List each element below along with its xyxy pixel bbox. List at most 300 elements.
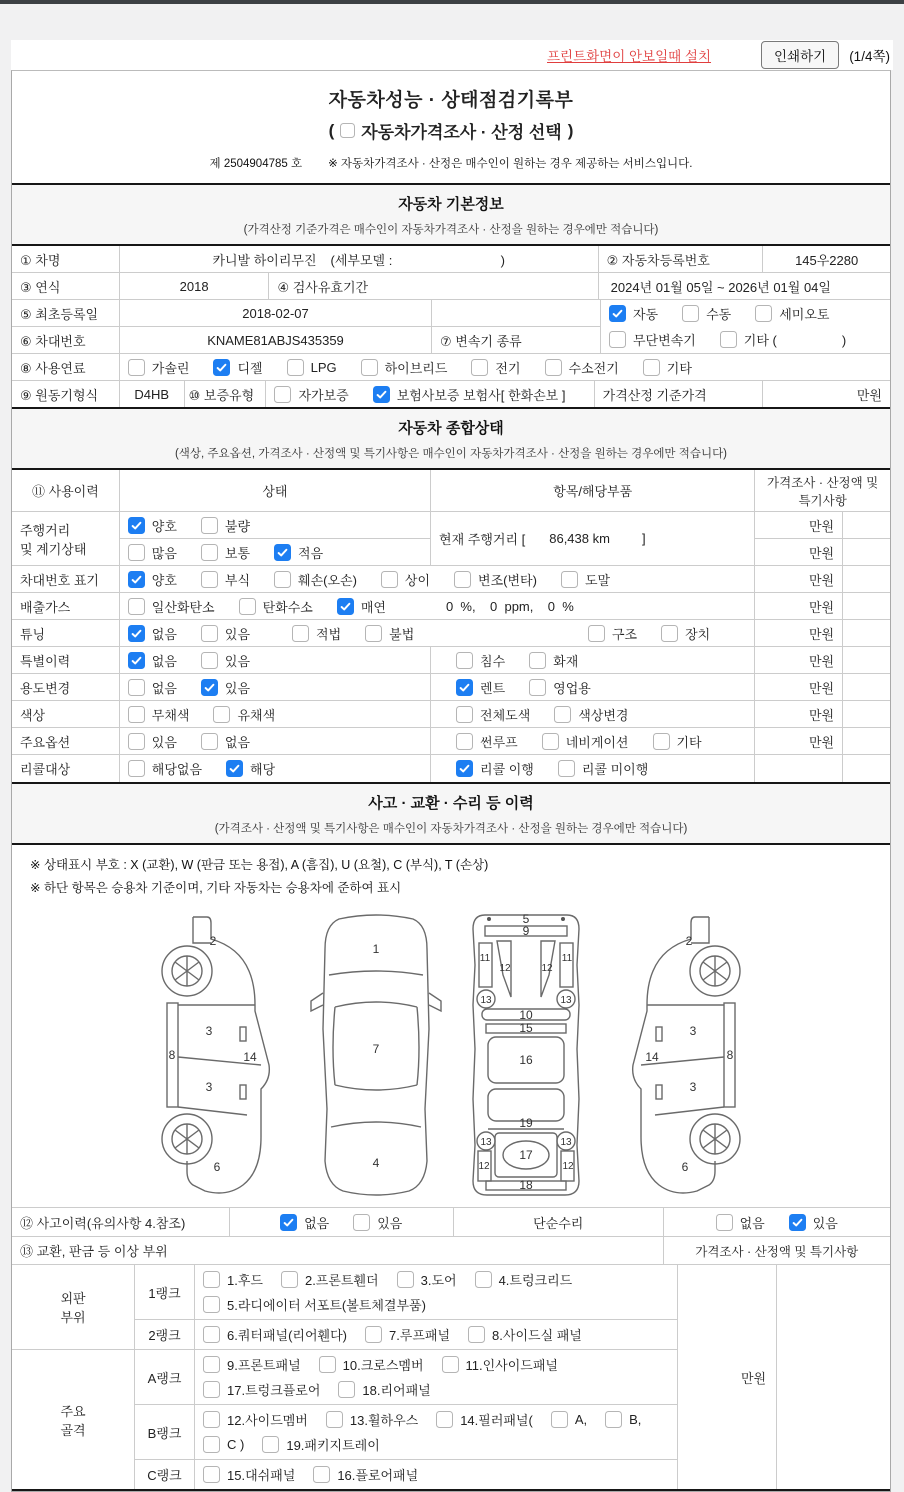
- checkbox-label: 없음: [151, 680, 177, 696]
- checkbox-label: 보험사보증 보험사[ 한화손보 ]: [396, 387, 566, 403]
- year-value: 2018: [120, 273, 270, 299]
- outer-panel-label: 외판 부위: [12, 1265, 135, 1349]
- transmission-label-spacer: [432, 300, 600, 326]
- special-history-row: [12, 647, 890, 674]
- checkbox-checked[interactable]: [609, 305, 626, 322]
- checkbox-checked[interactable]: [226, 760, 243, 777]
- checkbox-item: [313, 1465, 418, 1484]
- checkbox-unchecked[interactable]: [262, 1436, 279, 1453]
- checkbox-item: [239, 597, 313, 616]
- install-print-helper-link[interactable]: 프린트화면이 안보일때 설치: [547, 49, 712, 64]
- special-options1: [120, 647, 431, 673]
- emission-options: [120, 593, 755, 619]
- checkbox-checked[interactable]: [213, 359, 230, 376]
- checkbox-item: [128, 570, 177, 589]
- checkbox-item: [682, 304, 731, 323]
- vin-mark-label: 차대번호 표기: [12, 566, 120, 592]
- base-price-unit: 만원: [856, 387, 882, 403]
- checkbox-unchecked[interactable]: [201, 733, 218, 750]
- checkbox-unchecked[interactable]: [274, 386, 291, 403]
- checkbox-label: 양호: [151, 572, 177, 588]
- checkbox-item: [203, 1436, 244, 1453]
- checkbox-unchecked[interactable]: [201, 652, 218, 669]
- checkbox-unchecked[interactable]: [353, 1214, 370, 1231]
- checkbox-unchecked[interactable]: [201, 544, 218, 561]
- checkbox-unchecked[interactable]: [442, 1356, 459, 1373]
- checkbox-item: [128, 651, 177, 670]
- checkbox-unchecked[interactable]: [203, 1466, 220, 1483]
- checkbox-unchecked[interactable]: [381, 571, 398, 588]
- checkbox-label: 적법: [316, 626, 342, 642]
- car-diagrams: [12, 905, 890, 1207]
- col-usage: ⑪ 사용이력: [12, 470, 120, 511]
- checkbox-label: 4.트렁크리드: [498, 1273, 573, 1288]
- checkbox-item: [456, 705, 530, 724]
- checkbox-item: [529, 651, 578, 670]
- engine-value: D4HB: [120, 381, 185, 407]
- checkbox-label: 변조(변타): [478, 572, 537, 588]
- checkbox-unchecked[interactable]: [609, 331, 626, 348]
- checkbox-label: 썬루프: [480, 734, 518, 750]
- diagram-underbody: [455, 909, 597, 1201]
- checkbox-label: 있음: [224, 626, 251, 642]
- checkbox-label: 13.휠하우스: [349, 1413, 419, 1428]
- checkbox-unchecked[interactable]: [682, 305, 699, 322]
- rank2-items: [195, 1320, 676, 1349]
- rankC-items: [195, 1460, 676, 1489]
- checkbox-unchecked[interactable]: [471, 359, 488, 376]
- special-options2: [431, 647, 755, 673]
- options-label: 주요옵션: [12, 728, 120, 754]
- checkbox-item: [128, 543, 177, 562]
- checkbox-unchecked[interactable]: [755, 305, 772, 322]
- legend-block: [12, 845, 890, 905]
- checkbox-checked[interactable]: [274, 544, 291, 561]
- checkbox-unchecked[interactable]: [542, 733, 559, 750]
- color-options2: [431, 701, 755, 727]
- checkbox-unchecked[interactable]: [436, 1411, 453, 1428]
- checkbox-unchecked[interactable]: [456, 706, 473, 723]
- checkbox-item: [203, 1295, 426, 1314]
- checkbox-checked[interactable]: [280, 1214, 297, 1231]
- svg-text:12: 12: [541, 963, 553, 974]
- checkbox-unchecked[interactable]: [292, 625, 309, 642]
- svg-text:17: 17: [519, 1148, 533, 1162]
- inspection-value: 2024년 01월 05일 ~ 2026년 01월 04일: [610, 279, 831, 295]
- checkbox-item: [274, 570, 357, 589]
- mileage-state: [120, 512, 431, 565]
- checkbox-label: 15.대쉬패널: [227, 1468, 296, 1483]
- checkbox-item: [454, 570, 537, 589]
- warranty-label: ⑩ 보증유형: [185, 381, 267, 407]
- simple-repair-label: 단순수리: [454, 1208, 664, 1236]
- accident-history-options2: [664, 1208, 890, 1236]
- svg-text:8: 8: [168, 1048, 176, 1062]
- page-indicator: (1/4쪽): [849, 49, 890, 64]
- svg-text:12: 12: [478, 1161, 490, 1172]
- year-label: ③ 연식: [12, 273, 120, 299]
- checkbox-item: [468, 1325, 582, 1344]
- print-button[interactable]: 인쇄하기: [761, 41, 839, 69]
- checkbox-unchecked[interactable]: [313, 1466, 330, 1483]
- checkbox-unchecked[interactable]: [545, 359, 562, 376]
- price-unit: 만원: [755, 593, 843, 619]
- checkbox-unchecked[interactable]: [365, 1326, 382, 1343]
- checkbox-checked[interactable]: [128, 571, 145, 588]
- checkbox-checked[interactable]: [128, 517, 145, 534]
- checkbox-unchecked[interactable]: [558, 760, 575, 777]
- mileage-state-row1: [120, 512, 430, 539]
- price-extra: [843, 566, 890, 592]
- checkbox-unchecked[interactable]: [128, 359, 145, 376]
- price-unit: 만원: [755, 728, 843, 754]
- svg-text:13: 13: [560, 995, 572, 1006]
- section-overall-note: (색상, 주요옵션, 가격조사 · 산정액 및 특기사항은 매수인이 자동차가격조사 · 산정을 원하는 경우에만 적습니다): [174, 448, 728, 460]
- checkbox-item: [128, 597, 215, 616]
- checkbox-unchecked[interactable]: [274, 571, 291, 588]
- paren-open: (: [328, 120, 335, 140]
- document-number: 제 2504904785 호: [209, 158, 303, 170]
- col-price: 가격조사 · 산정액 및 특기사항: [767, 475, 879, 508]
- checkbox-unchecked[interactable]: [203, 1381, 220, 1398]
- car-name-label: ① 차명: [12, 246, 120, 272]
- checkbox-unchecked[interactable]: [338, 1381, 355, 1398]
- checkbox-unchecked[interactable]: [365, 625, 382, 642]
- checkbox-unchecked[interactable]: [239, 598, 256, 615]
- checkbox-label: 16.플로어패널: [337, 1468, 419, 1483]
- checkbox-unchecked[interactable]: [203, 1271, 220, 1288]
- svg-text:9: 9: [522, 924, 530, 938]
- checkbox-item: [471, 358, 520, 377]
- mileage-item: 현재 주행거리 [ 86,438 km ]: [431, 512, 755, 565]
- checkbox-item: [605, 1411, 641, 1428]
- checkbox-label: 장치: [685, 626, 711, 642]
- price-unit: 만원: [755, 566, 843, 592]
- checkbox-unchecked[interactable]: [287, 359, 304, 376]
- vin-value: KNAME81ABJS435359: [120, 327, 432, 353]
- checkbox-label: 유채색: [237, 707, 276, 723]
- checkbox-label: 불법: [389, 626, 415, 642]
- checkbox-unchecked[interactable]: [128, 706, 145, 723]
- checkbox-label: 리콜 이행: [480, 762, 534, 777]
- checkbox-unchecked[interactable]: [319, 1356, 336, 1373]
- checkbox-checked[interactable]: [456, 760, 473, 777]
- checkbox-unchecked[interactable]: [201, 571, 218, 588]
- svg-text:2: 2: [685, 934, 693, 948]
- price-survey-checkbox[interactable]: [340, 123, 355, 138]
- checkbox-unchecked[interactable]: [203, 1356, 220, 1373]
- options-options2: [431, 728, 755, 754]
- checkbox-checked[interactable]: [201, 679, 218, 696]
- legend-basis: ※ 하단 항목은 승용차 기준이며, 기타 자동차는 승용차에 준하여 표시: [30, 880, 402, 895]
- checkbox-label: 세미오토: [779, 306, 830, 322]
- rank2-label: 2랭크: [135, 1320, 195, 1349]
- checkbox-label: 기타: [676, 734, 702, 750]
- checkbox-label: C ): [227, 1437, 245, 1452]
- frame-label: 주요 골격: [12, 1350, 135, 1489]
- checkbox-item: [456, 759, 534, 778]
- checkbox-item: [274, 385, 348, 404]
- diagram-top: [305, 909, 447, 1201]
- engine-label: ⑨ 원동기형식: [12, 381, 120, 407]
- checkbox-unchecked[interactable]: [653, 733, 670, 750]
- transmission-label: ⑦ 변속기 종류: [432, 327, 600, 353]
- checkbox-item: [789, 1213, 838, 1232]
- checkbox-unchecked[interactable]: [454, 571, 471, 588]
- checkbox-item: [128, 358, 190, 377]
- accident-history-label: ⑫ 사고이력(유의사항 4.참조): [12, 1208, 230, 1236]
- recall-options2: [431, 755, 755, 782]
- checkbox-unchecked[interactable]: [605, 1411, 622, 1428]
- section-overall-title: 자동차 종합상태: [398, 420, 504, 437]
- usage-change-row: [12, 674, 890, 701]
- form-title-block: [12, 71, 890, 183]
- price-extra: [843, 701, 890, 727]
- table-subrow: [12, 300, 600, 327]
- checkbox-item: [338, 1380, 430, 1399]
- checkbox-label: 구조: [612, 626, 638, 642]
- checkbox-label: 없음: [304, 1215, 330, 1231]
- usage-options1: [120, 674, 431, 700]
- first-reg-value: 2018-02-07: [120, 300, 432, 326]
- mileage-label: 주행거리 및 계기상태: [12, 512, 120, 565]
- checkbox-label: 해당: [250, 762, 276, 777]
- checkbox-checked[interactable]: [337, 598, 354, 615]
- checkbox-label: 전기: [495, 360, 521, 376]
- print-toolbar: [11, 40, 893, 70]
- transmission-options-row1: [601, 300, 890, 326]
- ranks-price-extra: [776, 1265, 890, 1489]
- exchange-header-row: [12, 1237, 890, 1265]
- checkbox-item: [456, 678, 505, 697]
- special-label: 특별이력: [12, 647, 120, 673]
- checkbox-item: [588, 624, 637, 643]
- checkbox-label: 6.쿼터패널(리어휀다): [227, 1328, 347, 1343]
- price-unit: 만원: [755, 674, 843, 700]
- checkbox-item: [365, 1325, 450, 1344]
- checkbox-unchecked[interactable]: [281, 1271, 298, 1288]
- checkbox-unchecked[interactable]: [554, 706, 571, 723]
- checkbox-label: 19.패키지트레이: [286, 1438, 380, 1453]
- checkbox-item: [353, 1213, 402, 1232]
- svg-text:16: 16: [519, 1053, 533, 1067]
- checkbox-label: 디젤: [237, 360, 263, 376]
- emission-row: [12, 593, 890, 620]
- checkbox-unchecked[interactable]: [203, 1436, 220, 1453]
- checkbox-item: [456, 732, 518, 751]
- svg-text:14: 14: [243, 1050, 257, 1064]
- svg-text:3: 3: [689, 1080, 697, 1094]
- checkbox-item: [128, 624, 177, 643]
- checkbox-unchecked[interactable]: [203, 1411, 220, 1428]
- table-row: [12, 300, 890, 354]
- checkbox-label: 네비게이션: [565, 734, 629, 750]
- checkbox-unchecked[interactable]: [475, 1271, 492, 1288]
- checkbox-unchecked[interactable]: [716, 1214, 733, 1231]
- exchange-label: ⑬ 교환, 판금 등 이상 부위: [12, 1237, 664, 1264]
- checkbox-unchecked[interactable]: [128, 598, 145, 615]
- checkbox-item: [201, 651, 250, 670]
- checkbox-item: [128, 678, 177, 697]
- page-title: 자동차성능 · 상태점검기록부: [328, 90, 574, 111]
- col-state: 상태: [120, 470, 431, 511]
- checkbox-label: 보통: [224, 545, 251, 561]
- fuel-options: [120, 354, 890, 380]
- checkbox-label: 있음: [224, 680, 251, 696]
- checkbox-unchecked[interactable]: [326, 1411, 343, 1428]
- checkbox-item: [529, 678, 591, 697]
- checkbox-unchecked[interactable]: [128, 544, 145, 561]
- checkbox-label: B,: [629, 1412, 642, 1427]
- checkbox-unchecked[interactable]: [529, 652, 546, 669]
- checkbox-item: [545, 358, 619, 377]
- checkbox-unchecked[interactable]: [456, 733, 473, 750]
- checkbox-item: [203, 1380, 320, 1399]
- checkbox-label: 색상변경: [578, 707, 629, 723]
- checkbox-item: [609, 330, 696, 349]
- checkbox-label: 없음: [151, 653, 177, 669]
- checkbox-unchecked[interactable]: [213, 706, 230, 723]
- checkbox-unchecked[interactable]: [128, 733, 145, 750]
- checkbox-item: [436, 1410, 533, 1429]
- checkbox-item: [203, 1325, 347, 1344]
- checkbox-item: [287, 359, 337, 376]
- checkbox-unchecked[interactable]: [128, 760, 145, 777]
- checkbox-label: 14.필러패널(: [460, 1413, 533, 1428]
- mileage-price-extra: [843, 512, 890, 565]
- section-accident-title: 사고 · 교환 · 수리 등 이력: [368, 795, 534, 812]
- browser-top-strip: [0, 0, 904, 4]
- checkbox-item: [661, 624, 710, 643]
- service-note: ※ 자동차가격조사 · 산정은 매수인이 원하는 경우 제공하는 서비스입니다.: [328, 158, 693, 170]
- svg-text:12: 12: [499, 963, 511, 974]
- svg-text:11: 11: [479, 953, 491, 964]
- checkbox-unchecked[interactable]: [201, 625, 218, 642]
- checkbox-label: 훼손(오손): [298, 572, 357, 588]
- checkbox-item: [653, 732, 702, 751]
- svg-text:6: 6: [213, 1160, 221, 1174]
- section-accident-header: [12, 782, 890, 845]
- rank1-label: 1랭크: [135, 1265, 195, 1319]
- emission-label: 배출가스: [12, 593, 120, 619]
- svg-text:3: 3: [205, 1080, 213, 1094]
- checkbox-label: 17.트렁크플로어: [227, 1383, 321, 1398]
- svg-text:13: 13: [480, 995, 492, 1006]
- checkbox-checked[interactable]: [456, 679, 473, 696]
- checkbox-label: 화재: [553, 653, 579, 669]
- checkbox-unchecked[interactable]: [529, 679, 546, 696]
- checkbox-item: [326, 1410, 418, 1429]
- checkbox-label: LPG: [310, 359, 337, 375]
- checkbox-label: 8.사이드실 패널: [492, 1328, 582, 1343]
- checkbox-item: [128, 705, 190, 724]
- checkbox-unchecked[interactable]: [203, 1326, 220, 1343]
- svg-text:1: 1: [372, 942, 380, 956]
- checkbox-unchecked[interactable]: [720, 331, 737, 348]
- checkbox-unchecked[interactable]: [201, 517, 218, 534]
- checkbox-checked[interactable]: [128, 652, 145, 669]
- checkbox-unchecked[interactable]: [561, 571, 578, 588]
- checkbox-label: 자동: [633, 306, 659, 322]
- checkbox-label: 리콜 미이행: [581, 762, 649, 777]
- checkbox-unchecked[interactable]: [468, 1326, 485, 1343]
- checkbox-label: 12.사이드멤버: [227, 1413, 308, 1428]
- price-extra: [843, 593, 890, 619]
- checkbox-label: 도말: [584, 572, 611, 588]
- checkbox-label: 무채색: [151, 707, 190, 723]
- svg-text:6: 6: [681, 1160, 689, 1174]
- checkbox-unchecked[interactable]: [397, 1271, 414, 1288]
- checkbox-item: [213, 705, 275, 724]
- checkbox-item: [201, 570, 250, 589]
- checkbox-label: 있음: [377, 1215, 403, 1231]
- checkbox-item: [280, 1213, 329, 1232]
- checkbox-unchecked[interactable]: [456, 652, 473, 669]
- checkbox-label: 10.크로스멤버: [342, 1358, 424, 1373]
- table-row: [12, 246, 890, 273]
- checkbox-label: 3.도어: [420, 1273, 457, 1288]
- checkbox-label: 불량: [224, 518, 251, 534]
- checkbox-label: 기타: [666, 360, 692, 376]
- checkbox-label: 일산화탄소: [151, 599, 215, 615]
- fuel-label: ⑧ 사용연료: [12, 354, 120, 380]
- ranks-table: [12, 1265, 890, 1489]
- checkbox-unchecked[interactable]: [128, 679, 145, 696]
- section-basic-title: 자동차 기본정보: [398, 196, 504, 213]
- checkbox-label: 해당없음: [151, 762, 202, 777]
- checkbox-unchecked[interactable]: [361, 359, 378, 376]
- svg-text:10: 10: [519, 1008, 533, 1022]
- price-unit: 만원: [755, 701, 843, 727]
- checkbox-label: 수동: [706, 306, 732, 322]
- options-row: [12, 728, 890, 755]
- vin-mark-options: [120, 566, 755, 592]
- svg-text:18: 18: [519, 1178, 533, 1192]
- checkbox-checked[interactable]: [128, 625, 145, 642]
- accident-history-row: [12, 1207, 890, 1237]
- checkbox-checked[interactable]: [373, 386, 390, 403]
- first-reg-label: ⑤ 최초등록일: [12, 300, 120, 326]
- paren-close: ): [567, 120, 574, 140]
- table-row: [12, 381, 890, 407]
- checkbox-unchecked[interactable]: [203, 1296, 220, 1313]
- car-name-value: 카니발 하이리무진: [212, 252, 317, 268]
- checkbox-unchecked[interactable]: [661, 625, 678, 642]
- price-extra: [843, 647, 890, 673]
- checkbox-checked[interactable]: [789, 1214, 806, 1231]
- checkbox-item: [554, 705, 628, 724]
- col-item: 항목/해당부품: [431, 470, 755, 511]
- checkbox-unchecked[interactable]: [588, 625, 605, 642]
- legend-codes: ※ 상태표시 부호 : X (교환), W (판금 또는 용접), A (흠집), U (요철), C (부식), T (손상): [30, 858, 489, 872]
- checkbox-item: [201, 732, 250, 751]
- price-extra: [843, 728, 890, 754]
- checkbox-item: [203, 1355, 301, 1374]
- checkbox-label: 7.루프패널: [388, 1328, 451, 1343]
- checkbox-unchecked[interactable]: [643, 359, 660, 376]
- basic-table: [12, 246, 890, 407]
- base-price-label: 가격산정 기준가격: [595, 381, 764, 407]
- inspection-form: [11, 70, 891, 1492]
- checkbox-item: [203, 1465, 295, 1484]
- checkbox-label: 9.프론트패널: [227, 1358, 301, 1373]
- checkbox-unchecked[interactable]: [551, 1411, 568, 1428]
- svg-text:13: 13: [480, 1137, 492, 1148]
- checkbox-label: A,: [574, 1412, 588, 1427]
- section-basic-note: (가격산정 기준가격은 매수인이 자동차가격조사 · 산정을 원하는 경우에만 적습니다): [243, 224, 659, 236]
- inspection-label: ④ 검사유효기간: [269, 273, 598, 299]
- warranty-options: [266, 381, 594, 407]
